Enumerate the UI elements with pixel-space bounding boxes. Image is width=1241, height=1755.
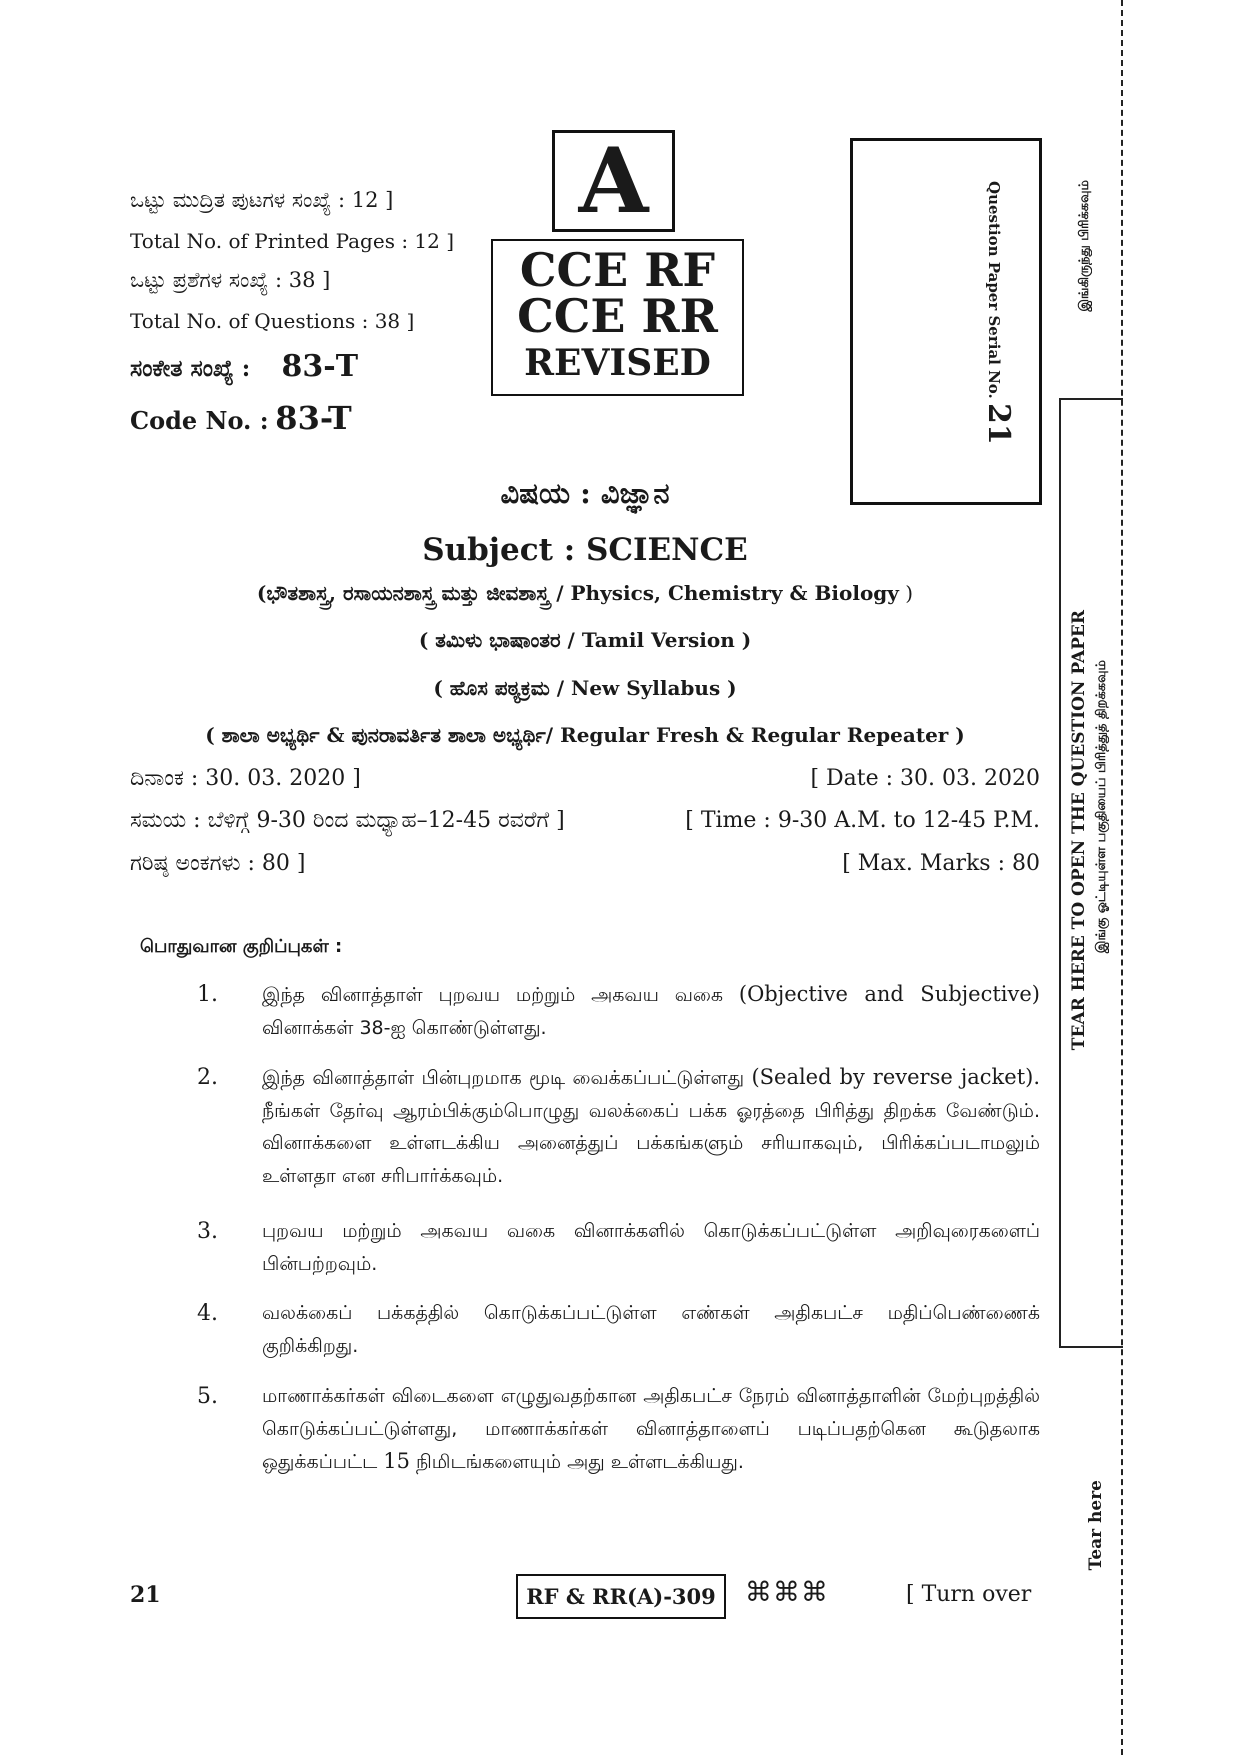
tear-strip-box xyxy=(1059,398,1123,1348)
tear-top-tamil: இங்கிருந்து பிரிக்கவும் xyxy=(1077,180,1092,312)
candidates-kannada: ( ಶಾಲಾ ಅಭ್ಯರ್ಥಿ & ಪುನರಾವರ್ತಿತ ಶಾಲಾ ಅಭ್ಯರ್ಥಿ/ xyxy=(205,723,561,747)
instruction-number: 4. xyxy=(197,1301,218,1326)
exam-type-line2: CCE RR xyxy=(517,289,718,343)
instruction-text-cont: வினாக்கள் 38-ஐ கொண்டுள்ளது. xyxy=(262,1016,547,1039)
paper-code-box xyxy=(516,1574,726,1619)
code-label: Code No. : xyxy=(130,406,269,435)
date-row xyxy=(130,766,1040,791)
instruction-latin: (Objective and Subjective) xyxy=(738,982,1041,1006)
page-number: 21 xyxy=(130,1582,161,1608)
version-letter: A xyxy=(578,128,649,234)
instruction-text: புறவய மற்றும் அகவய வகை வினாக்களில் கொடுக்கப்பட்டுள்ள அறிவுரைகளைப் பின்பற்றவும். xyxy=(262,1220,1040,1275)
time-english: [ Time : 9-30 A.M. to 12-45 P.M. xyxy=(685,808,1040,833)
syllabus-english: New Syllabus ) xyxy=(571,676,737,700)
instruction-text: இந்த வினாத்தாள் பின்புறமாக மூடி வைக்கப்பட்டுள்ளது xyxy=(262,1067,752,1089)
instruction-item xyxy=(262,1297,1040,1362)
instruction-number: 1. xyxy=(197,982,218,1007)
instructions-heading: பொதுவான குறிப்புகள் : xyxy=(140,936,343,957)
version-english: Tamil Version ) xyxy=(581,628,752,652)
instruction-number: 3. xyxy=(197,1219,218,1244)
instruction-latin: (Sealed by reverse jacket). xyxy=(751,1065,1040,1089)
syllabus xyxy=(130,676,1040,700)
code-value: 83-T xyxy=(275,399,352,437)
paper-code: RF & RR(A)-309 xyxy=(526,1584,716,1609)
decorative-symbols: ⌘⌘⌘ xyxy=(745,1577,829,1608)
marks-row xyxy=(130,851,1040,876)
printed-pages: Total No. of Printed Pages : 12 ] xyxy=(130,229,455,253)
instruction-text: வலக்கைப் பக்கத்தில் கொடுக்கப்பட்டுள்ள எண்கள் அதிகபட்ச மதிப்பெண்ணைக் குறிக்கிறது. xyxy=(262,1302,1040,1357)
instruction-number: 2. xyxy=(197,1065,218,1090)
total-questions: Total No. of Questions : 38 ] xyxy=(130,309,415,333)
instruction-latin: 15 xyxy=(383,1449,410,1473)
instruction-number: 5. xyxy=(197,1384,218,1409)
instruction-text: மாணாக்கர்கள் விடைகளை எழுதுவதற்கான அதிகபட்ச நேரம் வினாத்தாளின் மேற்புறத்தில் கொடுக்கப்பட்டுள்ளது, மாணாக்கர்கள் வினாத்தாளைப் படிப்பதற்கென கூடுதலாக ஒதுக்கப்பட்ட xyxy=(262,1385,1040,1473)
tear-instruction: TEAR HERE TO OPEN THE QUESTION PAPER xyxy=(1069,610,1089,1051)
exam-type-line1: CCE RF xyxy=(519,243,716,297)
candidate-type xyxy=(130,723,1040,747)
branches-close: ) xyxy=(898,581,914,605)
date-english: [ Date : 30. 03. 2020 xyxy=(810,766,1040,791)
exam-type-line3: REVISED xyxy=(524,342,711,384)
language-version xyxy=(130,628,1040,652)
kn-code-value: 83-T xyxy=(281,349,359,384)
marks-english: [ Max. Marks : 80 xyxy=(842,851,1040,876)
turn-over: [ Turn over xyxy=(906,1582,1032,1607)
kn-code-number xyxy=(130,349,359,384)
time-row xyxy=(130,808,1040,833)
instruction-text: இந்த வினாத்தாள் புறவய மற்றும் அகவய வகை xyxy=(262,984,739,1006)
serial-label: Question Paper Serial No. xyxy=(985,181,1003,399)
marks-kannada: ಗರಿಷ್ಠ ಅಂಕಗಳು : 80 ] xyxy=(130,851,306,876)
instruction-item xyxy=(262,1215,1040,1280)
kn-code-label: ಸಂಕೇತ ಸಂಖ್ಯೆ : xyxy=(130,355,251,382)
kn-printed-pages: ಒಟ್ಟು ಮುದ್ರಿತ ಪುಟಗಳ ಸಂಖ್ಯೆ : 12 ] xyxy=(130,188,394,212)
version-letter-box xyxy=(552,130,675,232)
candidates-english: Regular Fresh & Regular Repeater ) xyxy=(560,723,965,747)
instruction-text-cont: நீங்கள் தேர்வு ஆரம்பிக்கும்பொழுது வலக்கைப் பக்க ஓரத்தை பிரித்து திறக்க வேண்டும். வினாக்களை உள்ளடக்கிய அனைத்துப் பக்கங்களும் சரியாகவும், பிரிக்கப்படாமலும் உள்ளதா என சரிபார்க்கவும். xyxy=(262,1099,1040,1187)
serial-number: 21 xyxy=(981,403,1016,445)
serial-number-box xyxy=(850,138,1042,505)
subject-branches xyxy=(130,581,1040,605)
date-kannada: ದಿನಾಂಕ : 30. 03. 2020 ] xyxy=(130,766,361,791)
branches-english: Physics, Chemistry & Biology xyxy=(570,581,899,605)
subject-kannada: ವಿಷಯ : ವಿಜ್ಞಾನ xyxy=(500,476,670,510)
version-kannada: ( ತಮಿಳು ಭಾಷಾಂತರ / xyxy=(418,628,582,652)
instruction-item xyxy=(262,1061,1040,1192)
instruction-item xyxy=(262,978,1040,1044)
exam-type-box xyxy=(491,239,744,396)
code-number xyxy=(130,399,352,437)
instruction-text-cont: நிமிடங்களையும் அது உள்ளடக்கியது. xyxy=(410,1451,744,1473)
instruction-item xyxy=(262,1380,1040,1479)
tear-instruction-tamil: இங்கு ஓட்டியுள்ள பகுதியைப் பிரித்துத் திறக்கவும் xyxy=(1094,660,1109,954)
subject-title: Subject : SCIENCE xyxy=(422,532,748,568)
syllabus-kannada: ( ಹೊಸ ಪಠ್ಯಕ್ರಮ / xyxy=(433,676,572,700)
branches-kannada: (ಭೌತಶಾಸ್ತ್ರ, ರಸಾಯನಶಾಸ್ತ್ರ ಮತ್ತು ಜೀವಶಾಸ್ತ್ರ / xyxy=(256,581,571,605)
time-kannada: ಸಮಯ : ಬೆಳಿಗ್ಗೆ 9-30 ರಿಂದ ಮಧ್ಯಾಹ–12-45 ರವರೆಗೆ ] xyxy=(130,808,565,833)
tear-here-label: Tear here xyxy=(1086,1480,1106,1571)
kn-total-questions: ಒಟ್ಟು ಪ್ರಶೆಗಳ ಸಂಖ್ಯೆ : 38 ] xyxy=(130,268,331,292)
